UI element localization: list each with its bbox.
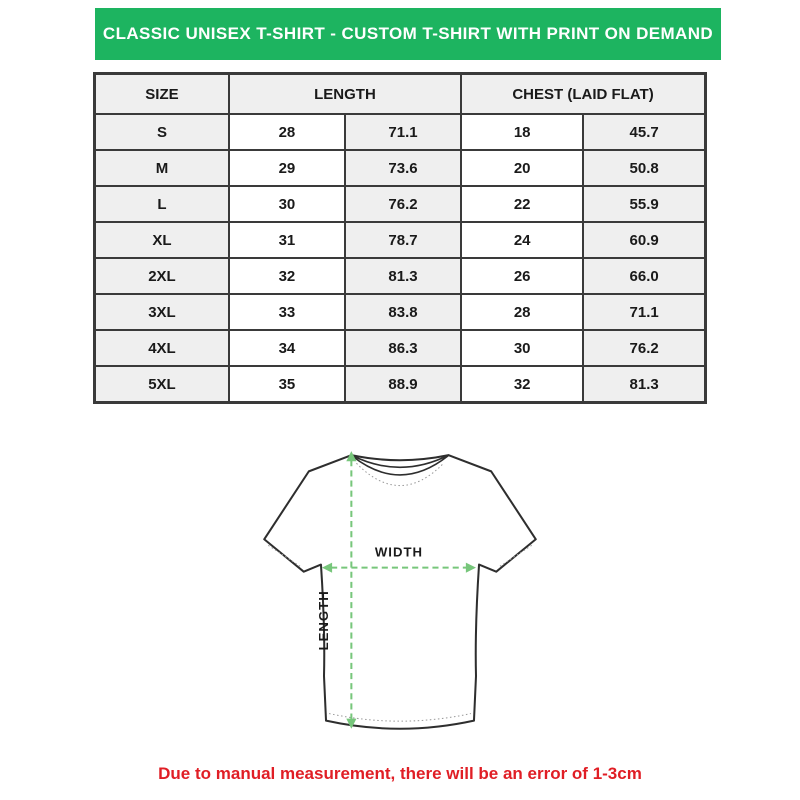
value-cell: 20 xyxy=(461,150,583,186)
value-cell: 76.2 xyxy=(345,186,461,222)
size-cell: S xyxy=(95,114,229,150)
value-cell: 34 xyxy=(229,330,345,366)
size-cell: 2XL xyxy=(95,258,229,294)
table-header-row xyxy=(95,74,706,115)
value-cell: 26 xyxy=(461,258,583,294)
value-cell: 88.9 xyxy=(345,366,461,403)
measurement-disclaimer xyxy=(0,764,800,784)
value-cell: 45.7 xyxy=(583,114,705,150)
value-cell: 28 xyxy=(229,114,345,150)
value-cell: 71.1 xyxy=(345,114,461,150)
page-title: CLASSIC UNISEX T-SHIRT - CUSTOM T-SHIRT WITH PRINT ON DEMAND xyxy=(102,24,714,43)
value-cell: 55.9 xyxy=(583,186,705,222)
size-chart-table xyxy=(93,72,707,404)
value-cell: 22 xyxy=(461,186,583,222)
column-header-chest: CHEST (LAID FLAT) xyxy=(461,74,705,115)
value-cell: 33 xyxy=(229,294,345,330)
value-cell: 28 xyxy=(461,294,583,330)
value-cell: 81.3 xyxy=(583,366,705,403)
value-cell: 32 xyxy=(229,258,345,294)
width-label: WIDTH xyxy=(374,544,424,560)
value-cell: 83.8 xyxy=(345,294,461,330)
size-cell: 3XL xyxy=(95,294,229,330)
value-cell: 50.8 xyxy=(583,150,705,186)
value-cell: 18 xyxy=(461,114,583,150)
value-cell: 66.0 xyxy=(583,258,705,294)
size-cell: XL xyxy=(95,222,229,258)
size-cell: 5XL xyxy=(95,366,229,403)
table-row xyxy=(95,294,706,330)
table-row xyxy=(95,114,706,150)
table-row xyxy=(95,258,706,294)
table-row xyxy=(95,330,706,366)
value-cell: 30 xyxy=(229,186,345,222)
value-cell: 71.1 xyxy=(583,294,705,330)
table-row xyxy=(95,222,706,258)
value-cell: 35 xyxy=(229,366,345,403)
value-cell: 31 xyxy=(229,222,345,258)
tshirt-outline-icon xyxy=(264,455,536,729)
value-cell: 24 xyxy=(461,222,583,258)
size-cell: 4XL xyxy=(95,330,229,366)
value-cell: 30 xyxy=(461,330,583,366)
table-row xyxy=(95,150,706,186)
value-cell: 29 xyxy=(229,150,345,186)
column-header-size: SIZE xyxy=(95,74,229,115)
title-banner xyxy=(95,8,721,60)
length-label: LENGTH xyxy=(316,590,332,651)
column-header-length: LENGTH xyxy=(229,74,461,115)
value-cell: 76.2 xyxy=(583,330,705,366)
disclaimer-text: Due to manual measurement, there will be an error of 1-3cm xyxy=(158,764,642,783)
tshirt-diagram xyxy=(253,443,547,747)
table-row xyxy=(95,366,706,403)
value-cell: 32 xyxy=(461,366,583,403)
value-cell: 86.3 xyxy=(345,330,461,366)
size-cell: M xyxy=(95,150,229,186)
value-cell: 81.3 xyxy=(345,258,461,294)
table-row xyxy=(95,186,706,222)
size-cell: L xyxy=(95,186,229,222)
value-cell: 73.6 xyxy=(345,150,461,186)
value-cell: 78.7 xyxy=(345,222,461,258)
value-cell: 60.9 xyxy=(583,222,705,258)
